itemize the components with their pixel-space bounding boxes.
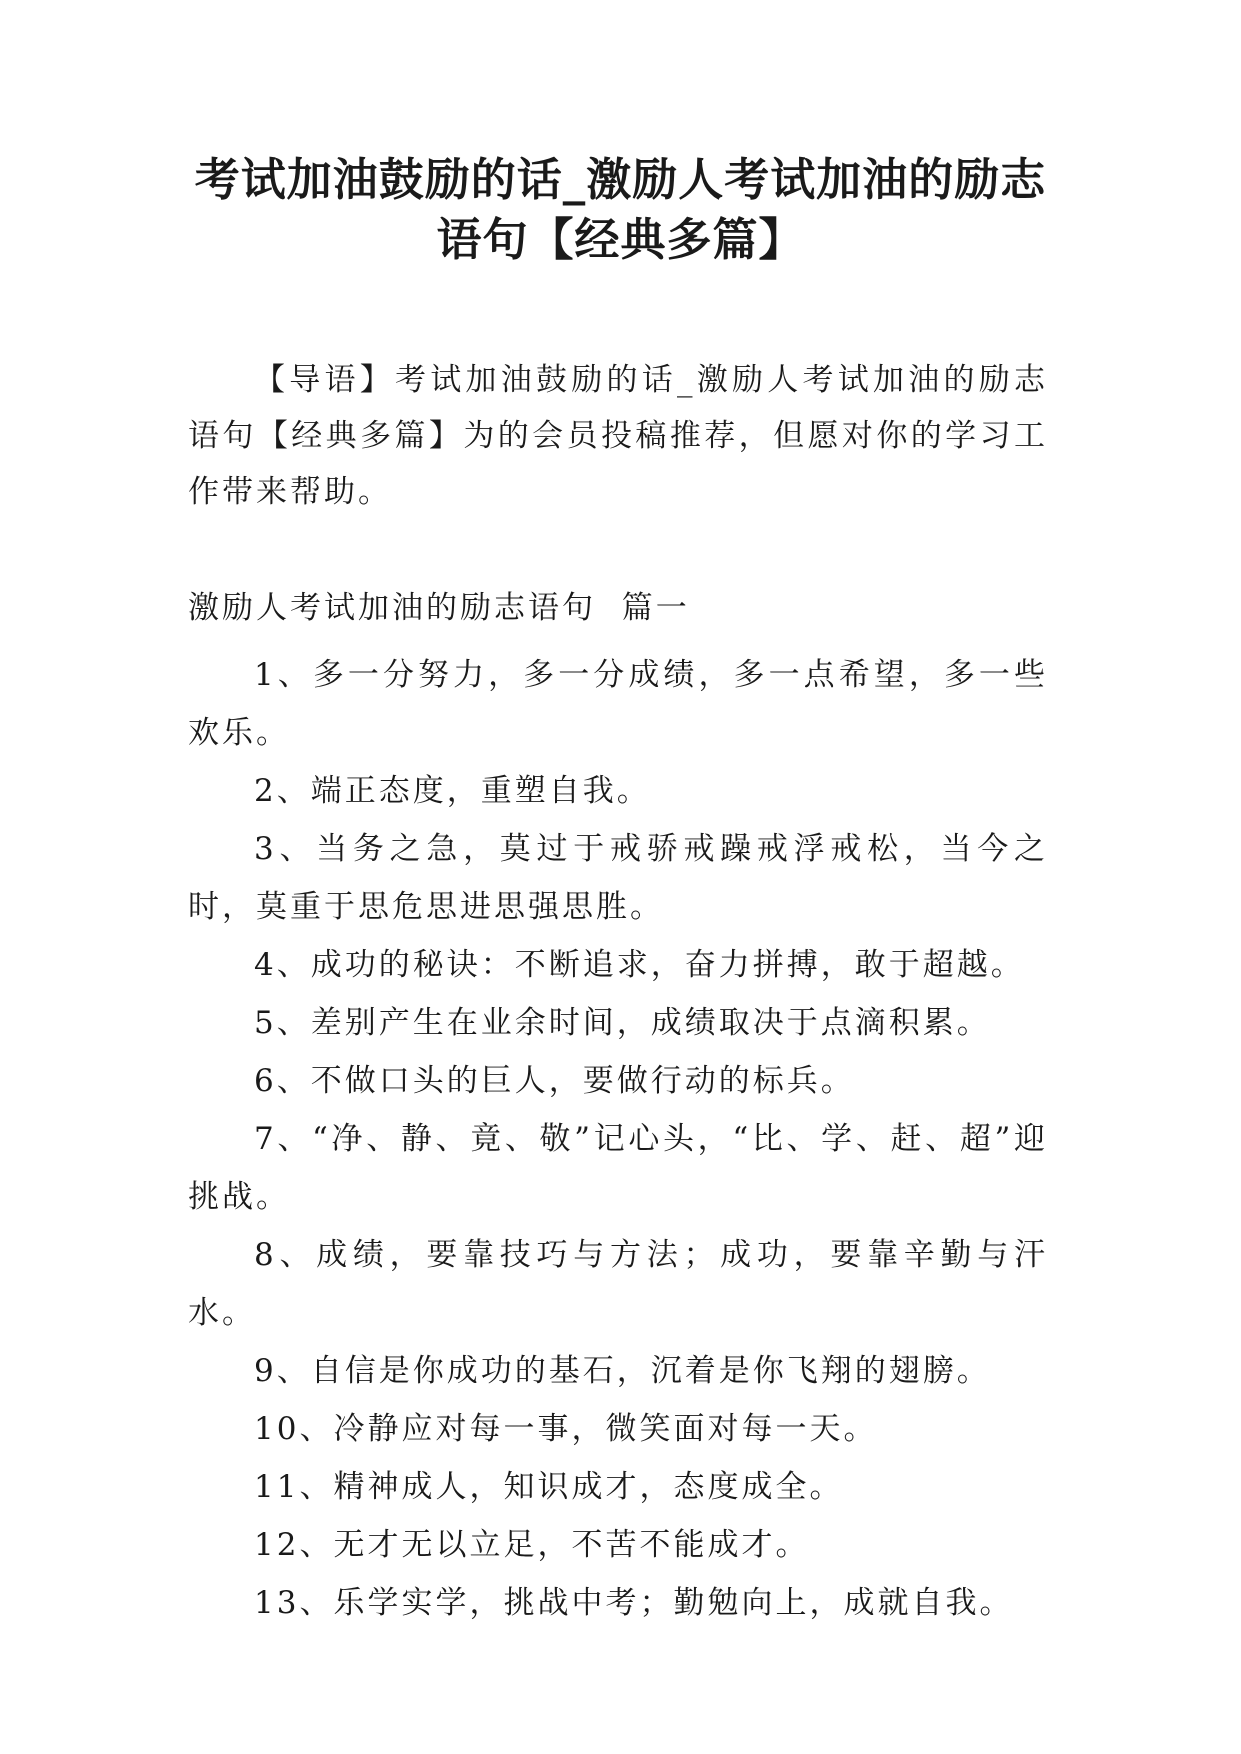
document-title: [150, 150, 1091, 270]
list-item: 13、乐学实学，挑战中考；勤勉向上，成就自我。: [254, 1585, 1014, 1621]
list-item: 5、差别产生在业余时间，成绩取决于点滴积累。: [254, 1005, 991, 1041]
list-item: 4、成功的秘诀：不断追求，奋力拼搏，敢于超越。: [254, 947, 1025, 983]
title-line-1: 考试加油鼓励的话_激励人考试加油的励志: [194, 153, 1047, 206]
list-item: 2、端正态度，重塑自我。: [254, 773, 651, 809]
quote-list: [188, 646, 1048, 1632]
list-item: 8、成绩，要靠技巧与方法；成功，要靠辛勤与汗水。: [188, 1237, 1048, 1331]
title-line-2: 语句【经典多篇】: [436, 213, 805, 266]
list-item: 1、多一分努力，多一分成绩，多一点希望，多一些欢乐。: [188, 657, 1048, 751]
list-item: 9、自信是你成功的基石，沉着是你飞翔的翅膀。: [254, 1353, 991, 1389]
list-item: 7、“净、静、竟、敬”记心头，“比、学、赶、超”迎挑战。: [188, 1121, 1048, 1215]
list-item: 12、无才无以立足，不苦不能成才。: [254, 1527, 810, 1563]
list-item: 6、不做口头的巨人，要做行动的标兵。: [254, 1063, 855, 1099]
intro-paragraph: 【导语】考试加油鼓励的话_激励人考试加油的励志语句【经典多篇】为的会员投稿推荐，但愿对你的学习工作带来帮助。: [188, 362, 1048, 510]
list-item: 3、当务之急，莫过于戒骄戒躁戒浮戒松，当今之时，莫重于思危思进思强思胜。: [188, 831, 1048, 925]
section-heading: 激励人考试加油的励志语句 篇一: [188, 590, 690, 626]
list-item: 10、冷静应对每一事，微笑面对每一天。: [254, 1411, 878, 1447]
list-item: 11、精神成人，知识成才，态度成全。: [254, 1469, 844, 1505]
